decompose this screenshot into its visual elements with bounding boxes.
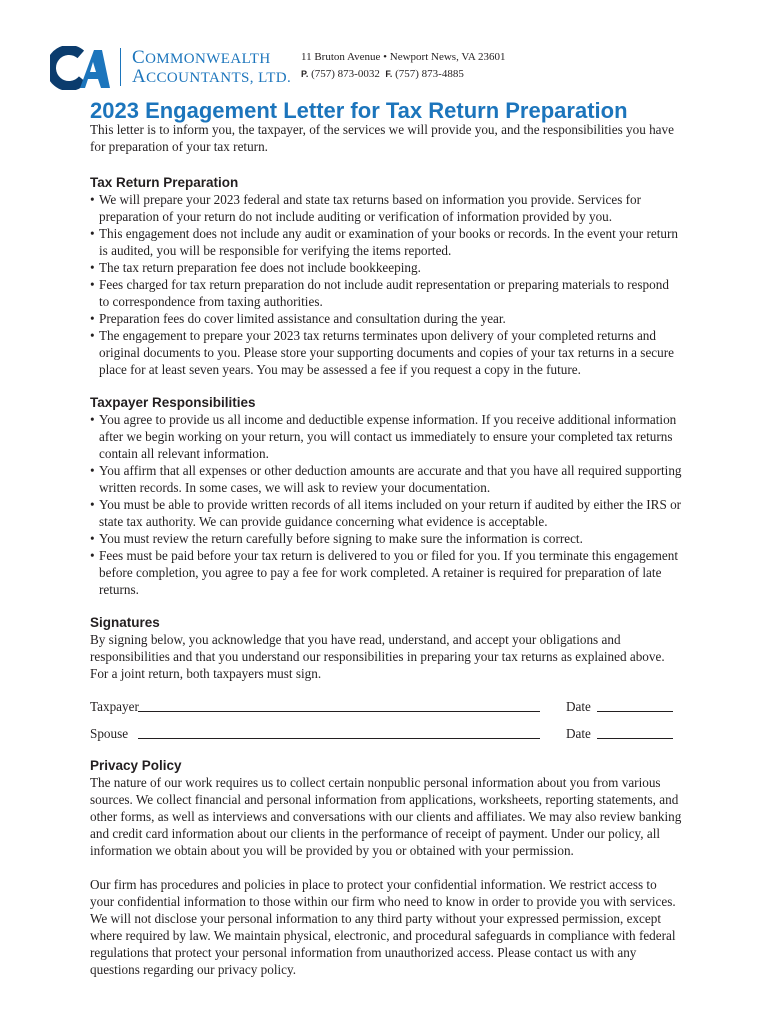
company-name: COMMONWEALTH ACCOUNTANTS, LTD. xyxy=(132,47,292,87)
taxpayer-date-line[interactable] xyxy=(597,711,673,712)
header-divider xyxy=(120,48,121,86)
spouse-signature-row xyxy=(90,719,682,746)
company-address: 11 Bruton Avenue • Newport News, VA 23601 xyxy=(301,51,506,63)
intro-paragraph: This letter is to inform you, the taxpayer, of the services we will provide you, and the responsibilities you have for preparation of your tax return. xyxy=(90,122,674,154)
spouse-date-label: Date xyxy=(566,726,591,741)
list-item: • Preparation fees do cover limited assistance and consultation during the year. xyxy=(90,310,682,327)
company-phone-fax: P. (757) 873-0032 F. (757) 873-4885 xyxy=(301,68,464,80)
taxpayer-signature-label: Taxpayer xyxy=(90,699,139,714)
list-item: • You affirm that all expenses or other deduction amounts are accurate and that you have all required supporting written records. In some cases, we will ask to review your documentation. xyxy=(90,462,682,496)
list-item: • Fees charged for tax return preparation do not include audit representation or preparing materials to respond to correspondence from taxing authorities. xyxy=(90,276,682,310)
spouse-signature-line[interactable] xyxy=(138,738,540,739)
spouse-date-line[interactable] xyxy=(597,738,673,739)
signatures-paragraph: By signing below, you acknowledge that you have read, understand, and accept your obligations and responsibilities and that you understand our responsibilities in preparing your tax returns as explained above. For a joint return, both taxpayers must sign. xyxy=(90,632,665,681)
list-item: • You agree to provide us all income and deductible expense information. If you receive additional information after we begin working on your return, you will contact us immediately to ensure your completed tax returns contain all relevant information. xyxy=(90,411,682,462)
taxpayer-signature-row xyxy=(90,692,682,719)
section-heading-privacy-policy: Privacy Policy xyxy=(90,758,182,773)
list-item: • The engagement to prepare your 2023 tax returns terminates upon delivery of your completed returns and original documents to you. Please store your supporting documents and copies of your tax returns in a secure place for at least seven years. You may be assessed a fee if you request a copy in the future. xyxy=(90,327,682,378)
list-item: • We will prepare your 2023 federal and state tax returns based on information you provide. Services for preparation of your return do not include auditing or verification of information provided by you. xyxy=(90,191,682,225)
company-logo xyxy=(50,46,110,90)
section-heading-taxpayer-responsibilities: Taxpayer Responsibilities xyxy=(90,395,256,410)
section-heading-signatures: Signatures xyxy=(90,615,160,630)
taxpayer-responsibilities-list xyxy=(90,411,682,598)
letter-body xyxy=(90,121,682,978)
privacy-paragraph-1: The nature of our work requires us to collect certain nonpublic personal information about you from various sources. We collect financial and personal information from applications, worksheets, reporting statements, and other forms, as well as interviews and conversations with our clients and affiliates. We may also review banking and credit card information about our clients in the performance of receipt of payment. Under our policy, all information we obtain about you will be provided by you or obtained with your permission. xyxy=(90,775,682,858)
company-contact xyxy=(301,49,506,83)
list-item: • This engagement does not include any audit or examination of your books or records. In the event your return is audited, you will be responsible for verifying the items reported. xyxy=(90,225,682,259)
tax-return-preparation-list xyxy=(90,191,682,378)
privacy-paragraph-2: Our firm has procedures and policies in place to protect your confidential information. We restrict access to your confidential information to those within our firm who need to know in order to provide you with services. We will not disclose your personal information to any third party without your expressed permission, except where required by law. We maintain physical, electronic, and procedural safeguards in compliance with federal regulations that protect your personal information from unauthorized access. Please contact us with any questions regarding our privacy policy. xyxy=(90,877,676,977)
section-heading-tax-return-preparation: Tax Return Preparation xyxy=(90,175,239,190)
taxpayer-date-label: Date xyxy=(566,699,591,714)
list-item: • You must be able to provide written records of all items included on your return if audited by either the IRS or state tax authority. We can provide guidance concerning what evidence is acceptable. xyxy=(90,496,682,530)
list-item: • You must review the return carefully before signing to make sure the information is correct. xyxy=(90,530,682,547)
list-item: • The tax return preparation fee does not include bookkeeping. xyxy=(90,259,682,276)
taxpayer-signature-line[interactable] xyxy=(138,711,540,712)
spouse-signature-label: Spouse xyxy=(90,726,129,741)
letterhead xyxy=(50,44,730,94)
list-item: • Fees must be paid before your tax return is delivered to you or filed for you. If you terminate this engagement before completion, you agree to pay a fee for work completed. A retainer is required for preparation of late returns. xyxy=(90,547,682,598)
letter-title: 2023 Engagement Letter for Tax Return Preparation xyxy=(90,98,628,123)
